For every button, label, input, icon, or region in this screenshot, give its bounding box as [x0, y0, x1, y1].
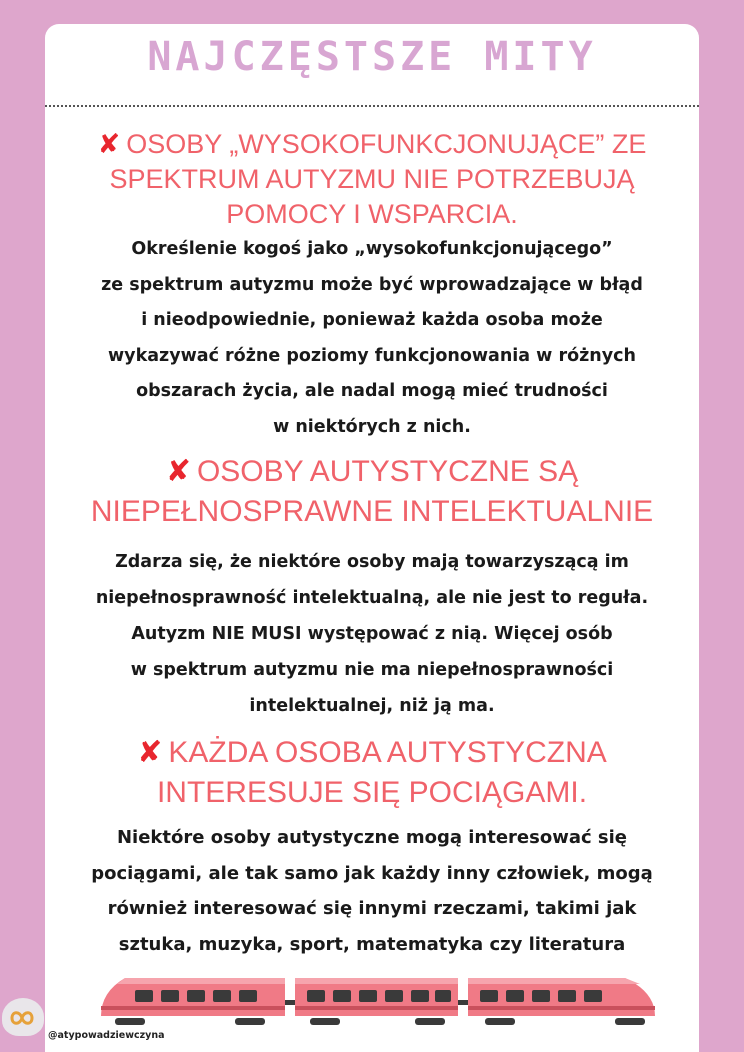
infinity-icon: [2, 998, 44, 1036]
body-line: Niektóre osoby autystyczne mogą interesować się: [116, 827, 628, 848]
cross-icon: ✘: [165, 454, 191, 489]
body-line: sztuka, muzyka, sport, matematyka czy literatura: [118, 933, 626, 955]
myth-1-heading: [45, 127, 699, 232]
myth-3-body: [45, 820, 699, 962]
myth-1-body: [45, 232, 699, 445]
brand-logo: [2, 998, 44, 1036]
myth-3-heading: [45, 733, 699, 813]
cross-icon: ✘: [137, 735, 163, 770]
myth-1-heading-line: POMOCY I WSPARCIA.: [226, 199, 518, 229]
body-line: również interesować się innymi rzeczami, takimi jak: [107, 898, 637, 919]
myth-1-heading-line: OSOBY „WYSOKOFUNKCJONUJĄCE” ZE: [126, 129, 647, 159]
myth-2-heading-line: NIEPEŁNOSPRAWNE INTELEKTUALNIE: [90, 495, 654, 528]
myth-2-heading-line: OSOBY AUTYSTYCZNE SĄ: [196, 455, 579, 488]
train-illustration: [95, 972, 660, 1032]
body-line: Zdarza się, że niektóre osoby mają towarzyszącą im: [115, 552, 629, 572]
myth-2-heading: [45, 452, 699, 532]
body-line: Autyzm NIE MUSI występować z nią. Więcej osób: [131, 624, 613, 644]
body-line: Określenie kogoś jako „wysokofunkcjonującego”: [131, 239, 613, 259]
dotted-divider: [45, 105, 699, 107]
body-line: i nieodpowiednie, ponieważ każda osoba może: [141, 310, 603, 330]
cross-icon: ✘: [97, 129, 121, 160]
body-line: pociągami, ale tak samo jak każdy inny człowiek, mogą: [91, 862, 653, 884]
body-line: intelektualnej, niż ją ma.: [249, 696, 495, 716]
footer-handle: @atypowadziewczyna: [48, 1030, 165, 1041]
body-line: wykazywać różne poziomy funkcjonowania w różnych: [108, 345, 636, 366]
myth-3-heading-line: INTERESUJE SIĘ POCIĄGAMI.: [156, 776, 588, 809]
body-line: w spektrum autyzmu nie ma niepełnosprawności: [130, 660, 614, 680]
body-line: w niektórych z nich.: [273, 416, 471, 437]
body-line: niepełnosprawność intelektualną, ale nie jest to reguła.: [95, 588, 649, 608]
body-line: obszarach życia, ale nadal mogą mieć trudności: [136, 381, 608, 401]
page-title: NAJCZĘSTSZE MITY: [147, 34, 597, 80]
myth-1-heading-line: SPEKTRUM AUTYZMU NIE POTRZEBUJĄ: [109, 164, 635, 194]
myth-2-body: [45, 544, 699, 724]
myth-3-heading-line: KAŻDA OSOBA AUTYSTYCZNA: [168, 736, 607, 769]
body-line: ze spektrum autyzmu może być wprowadzające w błąd: [101, 274, 643, 295]
